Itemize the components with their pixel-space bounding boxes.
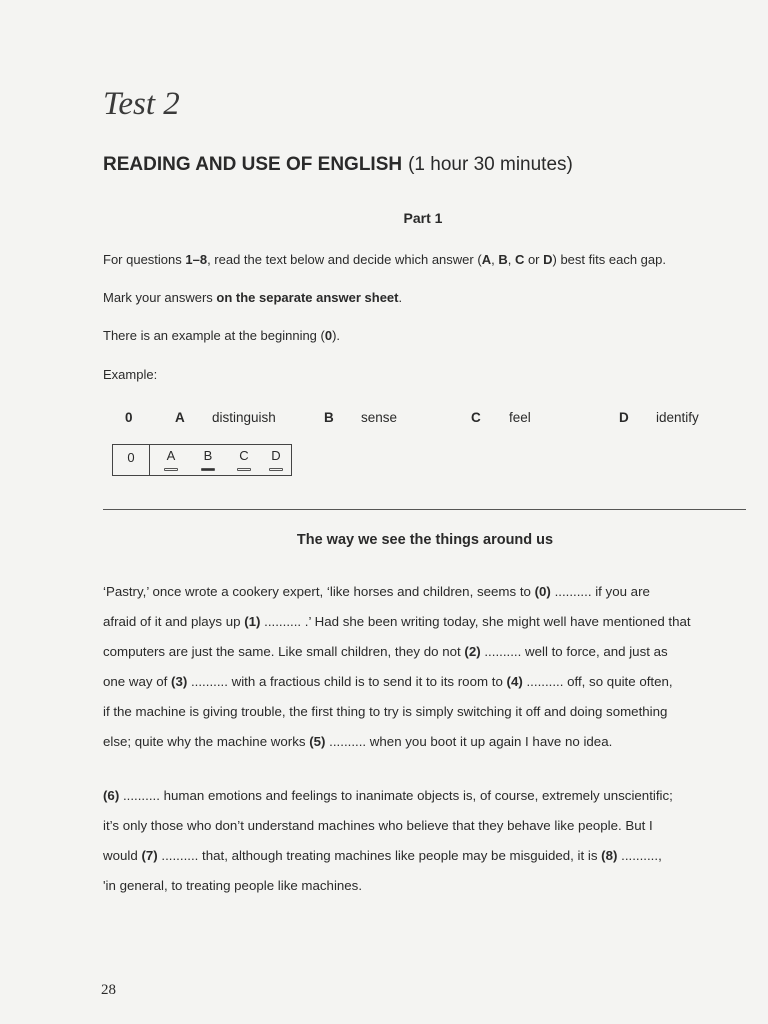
passage-text: afraid of it and plays up: [103, 614, 245, 629]
instruction-text: or: [524, 252, 544, 267]
answer-grid-letter: D: [271, 448, 281, 463]
answer-mark-c[interactable]: [237, 468, 251, 471]
instruction-text: Mark your answers: [103, 290, 217, 305]
instruction-line-1: [103, 252, 753, 267]
example-option-word: identify: [656, 410, 699, 425]
answer-grid-letter: C: [239, 448, 249, 463]
passage-text: .......... well to force, and just as: [480, 644, 668, 659]
passage-text: .......... when you boot it up again I have no idea.: [325, 734, 613, 749]
passage-paragraph-2: [103, 781, 753, 901]
option-letter: C: [514, 252, 525, 267]
reading-text-title: The way we see the things around us: [296, 532, 554, 548]
answer-mark-b[interactable]: [201, 468, 215, 471]
test-title: Test 2: [103, 86, 180, 122]
gap-number: (4): [506, 674, 523, 689]
example-option-letter: B: [324, 410, 334, 425]
passage-text: ‘Pastry,’ once wrote a cookery expert, ‘like horses and children, seems to: [103, 584, 535, 599]
gap-number: (6): [103, 788, 120, 803]
gap-number: (8): [601, 848, 618, 863]
passage-line: [103, 727, 753, 757]
gap-number: (1): [244, 614, 261, 629]
instruction-text: ).: [332, 328, 341, 343]
section-heading-title: READING AND USE OF ENGLISH: [103, 154, 403, 175]
passage-line: [103, 871, 753, 901]
passage-text: one way of: [103, 674, 172, 689]
passage-text: .......... that, although treating machines like people may be misguided, it is: [157, 848, 602, 863]
option-letter: A: [481, 252, 492, 267]
question-range: 1–8: [185, 252, 208, 267]
answer-grid-letter: B: [203, 448, 213, 463]
example-label: Example:: [103, 367, 158, 382]
passage-line: [103, 577, 753, 607]
instruction-emphasis: 0: [324, 328, 333, 343]
passage-text: ..........,: [617, 848, 662, 863]
part-label: Part 1: [403, 210, 443, 226]
example-option-letter: C: [471, 410, 481, 425]
passage-line: [103, 607, 753, 637]
section-heading: [103, 154, 573, 176]
passage-text: it’s only those who don’t understand machines who believe that they behave like people. But I: [103, 818, 653, 833]
passage-line: [103, 667, 753, 697]
gap-number: (3): [171, 674, 188, 689]
instruction-line-2: [103, 290, 753, 305]
passage-line: [103, 811, 753, 841]
instruction-text: For questions: [103, 252, 186, 267]
passage-text: would: [103, 848, 142, 863]
instruction-text: , read the text below and decide which answer (: [207, 252, 482, 267]
passage-text: computers are just the same. Like small children, they do not: [103, 644, 465, 659]
passage-line: [103, 841, 753, 871]
instruction-text: ) best fits each gap.: [552, 252, 666, 267]
passage-text: else; quite why the machine works: [103, 734, 310, 749]
example-option-letter: A: [175, 410, 185, 425]
passage-text: 'in general, to treating people like machines.: [103, 878, 363, 893]
instruction-text: There is an example at the beginning (: [103, 328, 325, 343]
passage-paragraph-1: [103, 577, 753, 757]
passage-line: [103, 781, 753, 811]
instruction-line-3: [103, 328, 753, 343]
instruction-emphasis: on the separate answer sheet: [216, 290, 399, 305]
page-number: 28: [101, 982, 116, 998]
option-letter: D: [543, 252, 553, 267]
passage-text: if the machine is giving trouble, the first thing to try is simply switching it off and doing something: [103, 704, 668, 719]
answer-mark-d[interactable]: [269, 468, 283, 471]
example-answer-grid: [112, 444, 292, 476]
example-number: 0: [125, 410, 133, 425]
passage-text: .......... off, so quite often,: [522, 674, 673, 689]
example-option-word: distinguish: [212, 410, 276, 425]
passage-text: .......... .’ Had she been writing today, she might well have mentioned that: [260, 614, 691, 629]
section-heading-duration: (1 hour 30 minutes): [408, 154, 573, 175]
example-option-word: feel: [509, 410, 531, 425]
passage-text: .......... with a fractious child is to send it to its room to: [187, 674, 507, 689]
instruction-text: .: [398, 290, 403, 305]
instruction-text: ,: [507, 252, 515, 267]
passage-line: [103, 637, 753, 667]
passage-text: .......... human emotions and feelings to inanimate objects is, of course, extremely unscientific;: [119, 788, 673, 803]
gap-number: (5): [309, 734, 326, 749]
option-letter: B: [498, 252, 508, 267]
example-option-word: sense: [361, 410, 398, 425]
answer-mark-a[interactable]: [164, 468, 178, 471]
instruction-text: ,: [491, 252, 499, 267]
gap-number: (2): [464, 644, 481, 659]
gap-number: (0): [534, 584, 551, 599]
passage-line: [103, 697, 753, 727]
gap-number: (7): [141, 848, 158, 863]
passage-text: .......... if you are: [550, 584, 650, 599]
answer-grid-letter: A: [166, 448, 176, 463]
section-divider: [103, 509, 746, 510]
answer-grid-number: 0: [113, 445, 150, 475]
example-option-letter: D: [619, 410, 629, 425]
